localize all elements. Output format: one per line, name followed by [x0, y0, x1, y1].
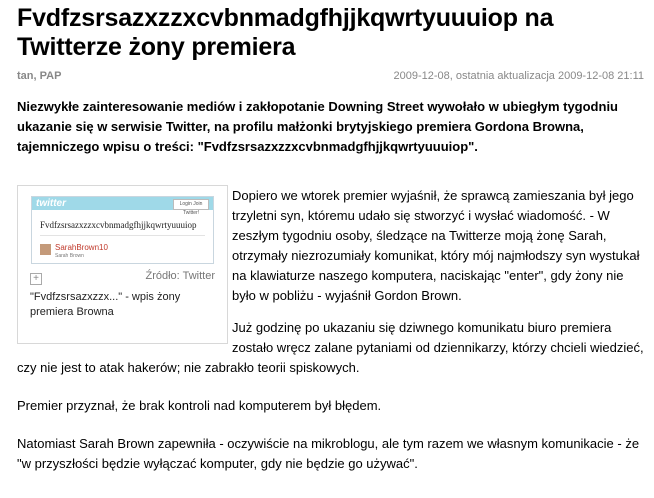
- article-meta: [17, 70, 644, 82]
- article-figure: [17, 185, 228, 344]
- image-caption: "Fvdfzsrsazxzzx..." - wpis żony premiera Browna: [30, 291, 181, 318]
- twitter-screenshot[interactable]: [31, 196, 214, 264]
- twitter-logo: twitter: [36, 198, 66, 209]
- tweet-divider: [40, 235, 205, 236]
- tweet-user-fullname: Sarah Brown: [55, 253, 84, 259]
- article-author: tan, PAP: [17, 70, 62, 82]
- enlarge-icon[interactable]: +: [30, 273, 42, 285]
- tweet-user-name: SarahBrown10: [55, 243, 108, 252]
- article-paragraph: Już godzinę po ukazaniu się dziwnego komunikatu biuro premiera zostało wręcz zalane pytaniami od dziennikarzy, którzy chcieli wiedzieć,: [232, 320, 644, 355]
- twitter-header-bar: [32, 197, 213, 216]
- article-paragraph: Natomiast Sarah Brown zapewniła - oczywiście na mikroblogu, ale tym razem we własnym komunikacie - że "w przyszłości będzie wyłączać komputer, gdy nie będzie go używać".: [17, 436, 640, 471]
- article-paragraph: Dopiero we wtorek premier wyjaśnił, że sprawcą zamieszania był jego trzyletni syn, któremu udało się stworzyć i wysłać wiadomość. - W zeszłym tygodniu osoby, śledzące na Twitterze moją żonę Sarah, otrzymały niezrozumiały komunikat, który mój najmłodszy syn wystukał na klawiaturze naszego komputera, naciskając "enter", gdy żony nie było w pobliżu - wyjaśnił Gordon Brown.: [232, 188, 640, 303]
- article-title: Fvdfzsrsazxzzxcvbnmadgfhjjkqwrtyuuuiop na Twitterze żony premiera: [17, 4, 554, 61]
- article-paragraph-continued: czy nie jest to atak hakerów; nie zabrakło teorii spiskowych.: [17, 360, 360, 375]
- avatar: [40, 244, 51, 255]
- tweet-text: Fvdfzsrsazxzzxcvbnmadgfhjjkqwrtyuuuiop: [40, 220, 197, 230]
- article-dates: 2009-12-08, ostatnia aktualizacja 2009-12-08 21:11: [393, 70, 644, 82]
- article-lead: Niezwykłe zainteresowanie mediów i zakłopotanie Downing Street wywołało w ubiegłym tygodniu ukazanie się w serwisie Twitter, na profilu małżonki brytyjskiego premiera Gordona Browna, tajemniczego wpisu o treści: "Fvdfzsrsazxzzxcvbnmadgfhjjkqwrtyuuuiop".: [17, 99, 618, 154]
- article-paragraph: Premier przyznał, że brak kontroli nad komputerem był błędem.: [17, 398, 382, 413]
- image-source: Źródło: Twitter: [145, 270, 215, 282]
- twitter-login-box: Login Join Twitter!: [173, 199, 209, 210]
